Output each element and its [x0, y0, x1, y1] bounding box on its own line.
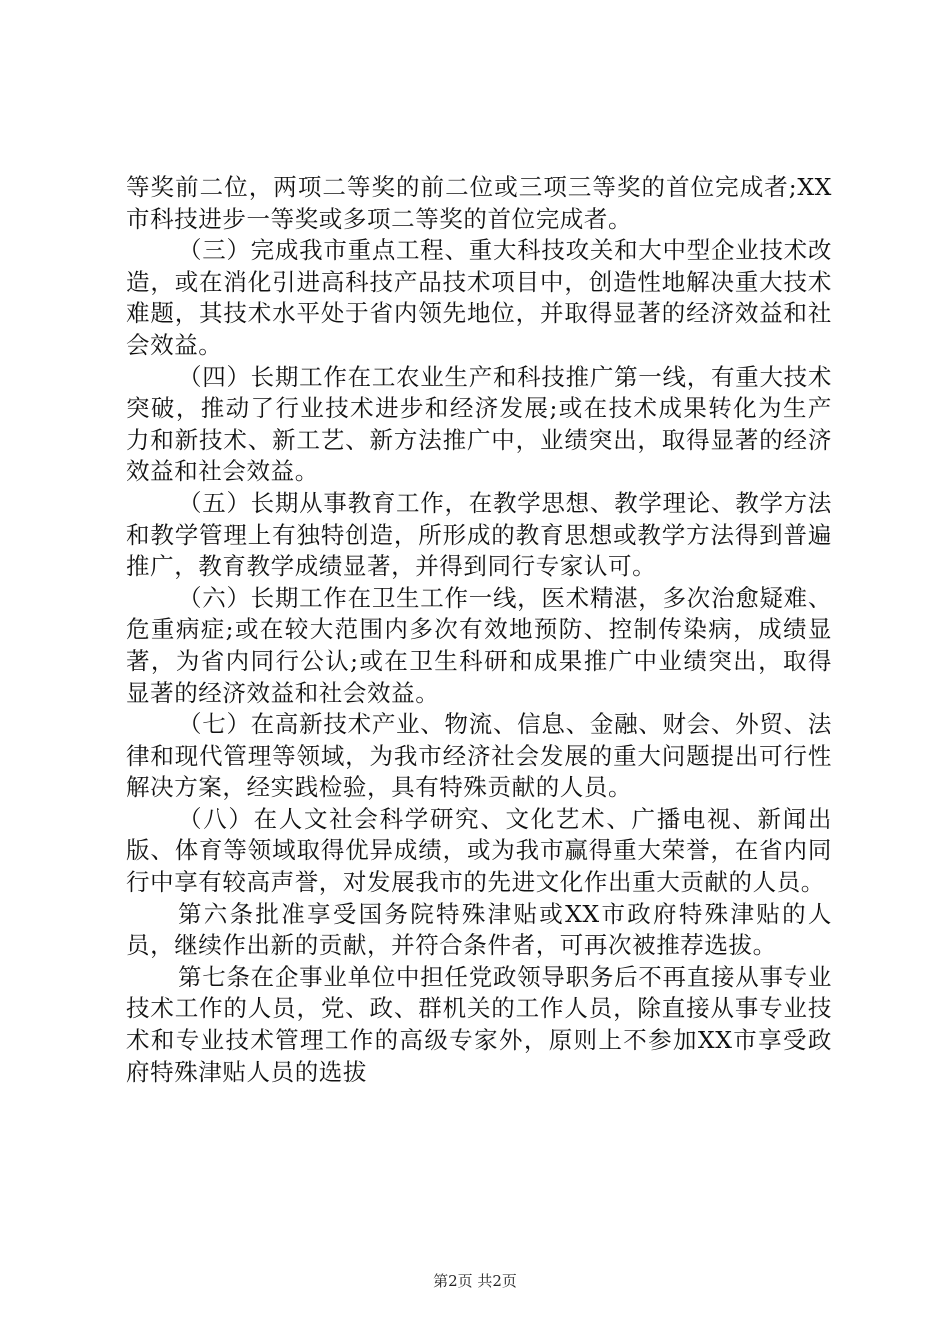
document-body — [126, 172, 832, 1088]
paragraph-item-5: （五）长期从事教育工作，在教学思想、教学理论、教学方法和教学管理上有独特创造，所形成的教育思想或教学方法得到普遍推广，教育教学成绩显著，并得到同行专家认可。 — [126, 488, 832, 581]
paragraph-item-6: （六）长期工作在卫生工作一线，医术精湛，多次治愈疑难、危重病症;或在较大范围内多次有效地预防、控制传染病，成绩显著，为省内同行公认;或在卫生科研和成果推广中业绩突出，取得显著的经济效益和社会效益。 — [126, 583, 832, 707]
paragraph-item-8: （八）在人文社会科学研究、文化艺术、广播电视、新闻出版、体育等领域取得优异成绩，或为我市赢得重大荣誉，在省内同行中享有较高声誉，对发展我市的先进文化作出重大贡献的人员。 — [126, 804, 832, 897]
paragraph-continuation: 等奖前二位，两项二等奖的前二位或三项三等奖的首位完成者;XX市科技进步一等奖或多项二等奖的首位完成者。 — [126, 173, 832, 233]
page-number-footer: 第2页 共2页 — [433, 1272, 517, 1290]
paragraph-article-7: 第七条在企事业单位中担任党政领导职务后不再直接从事专业技术工作的人员，党、政、群机关的工作人员，除直接从事专业技术和专业技术管理工作的高级专家外，原则上不参加XX市享受政府特殊津贴人员的选拔 — [126, 962, 832, 1086]
paragraph-item-3: （三）完成我市重点工程、重大科技攻关和大中型企业技术改造，或在消化引进高科技产品技术项目中，创造性地解决重大技术难题，其技术水平处于省内领先地位，并取得显著的经济效益和社会效益。 — [126, 236, 832, 359]
paragraph-item-7: （七）在高新技术产业、物流、信息、金融、财会、外贸、法律和现代管理等领域，为我市经济社会发展的重大问题提出可行性解决方案，经实践检验，具有特殊贡献的人员。 — [126, 710, 832, 802]
paragraph-item-4: （四）长期工作在工农业生产和科技推广第一线，有重大技术突破，推动了行业技术进步和经济发展;或在技术成果转化为生产力和新技术、新工艺、新方法推广中，业绩突出，取得显著的经济效益和社会效益。 — [126, 362, 832, 486]
paragraph-article-6: 第六条批准享受国务院特殊津贴或XX市政府特殊津贴的人员，继续作出新的贡献，并符合条件者，可再次被推荐选拔。 — [126, 899, 832, 960]
